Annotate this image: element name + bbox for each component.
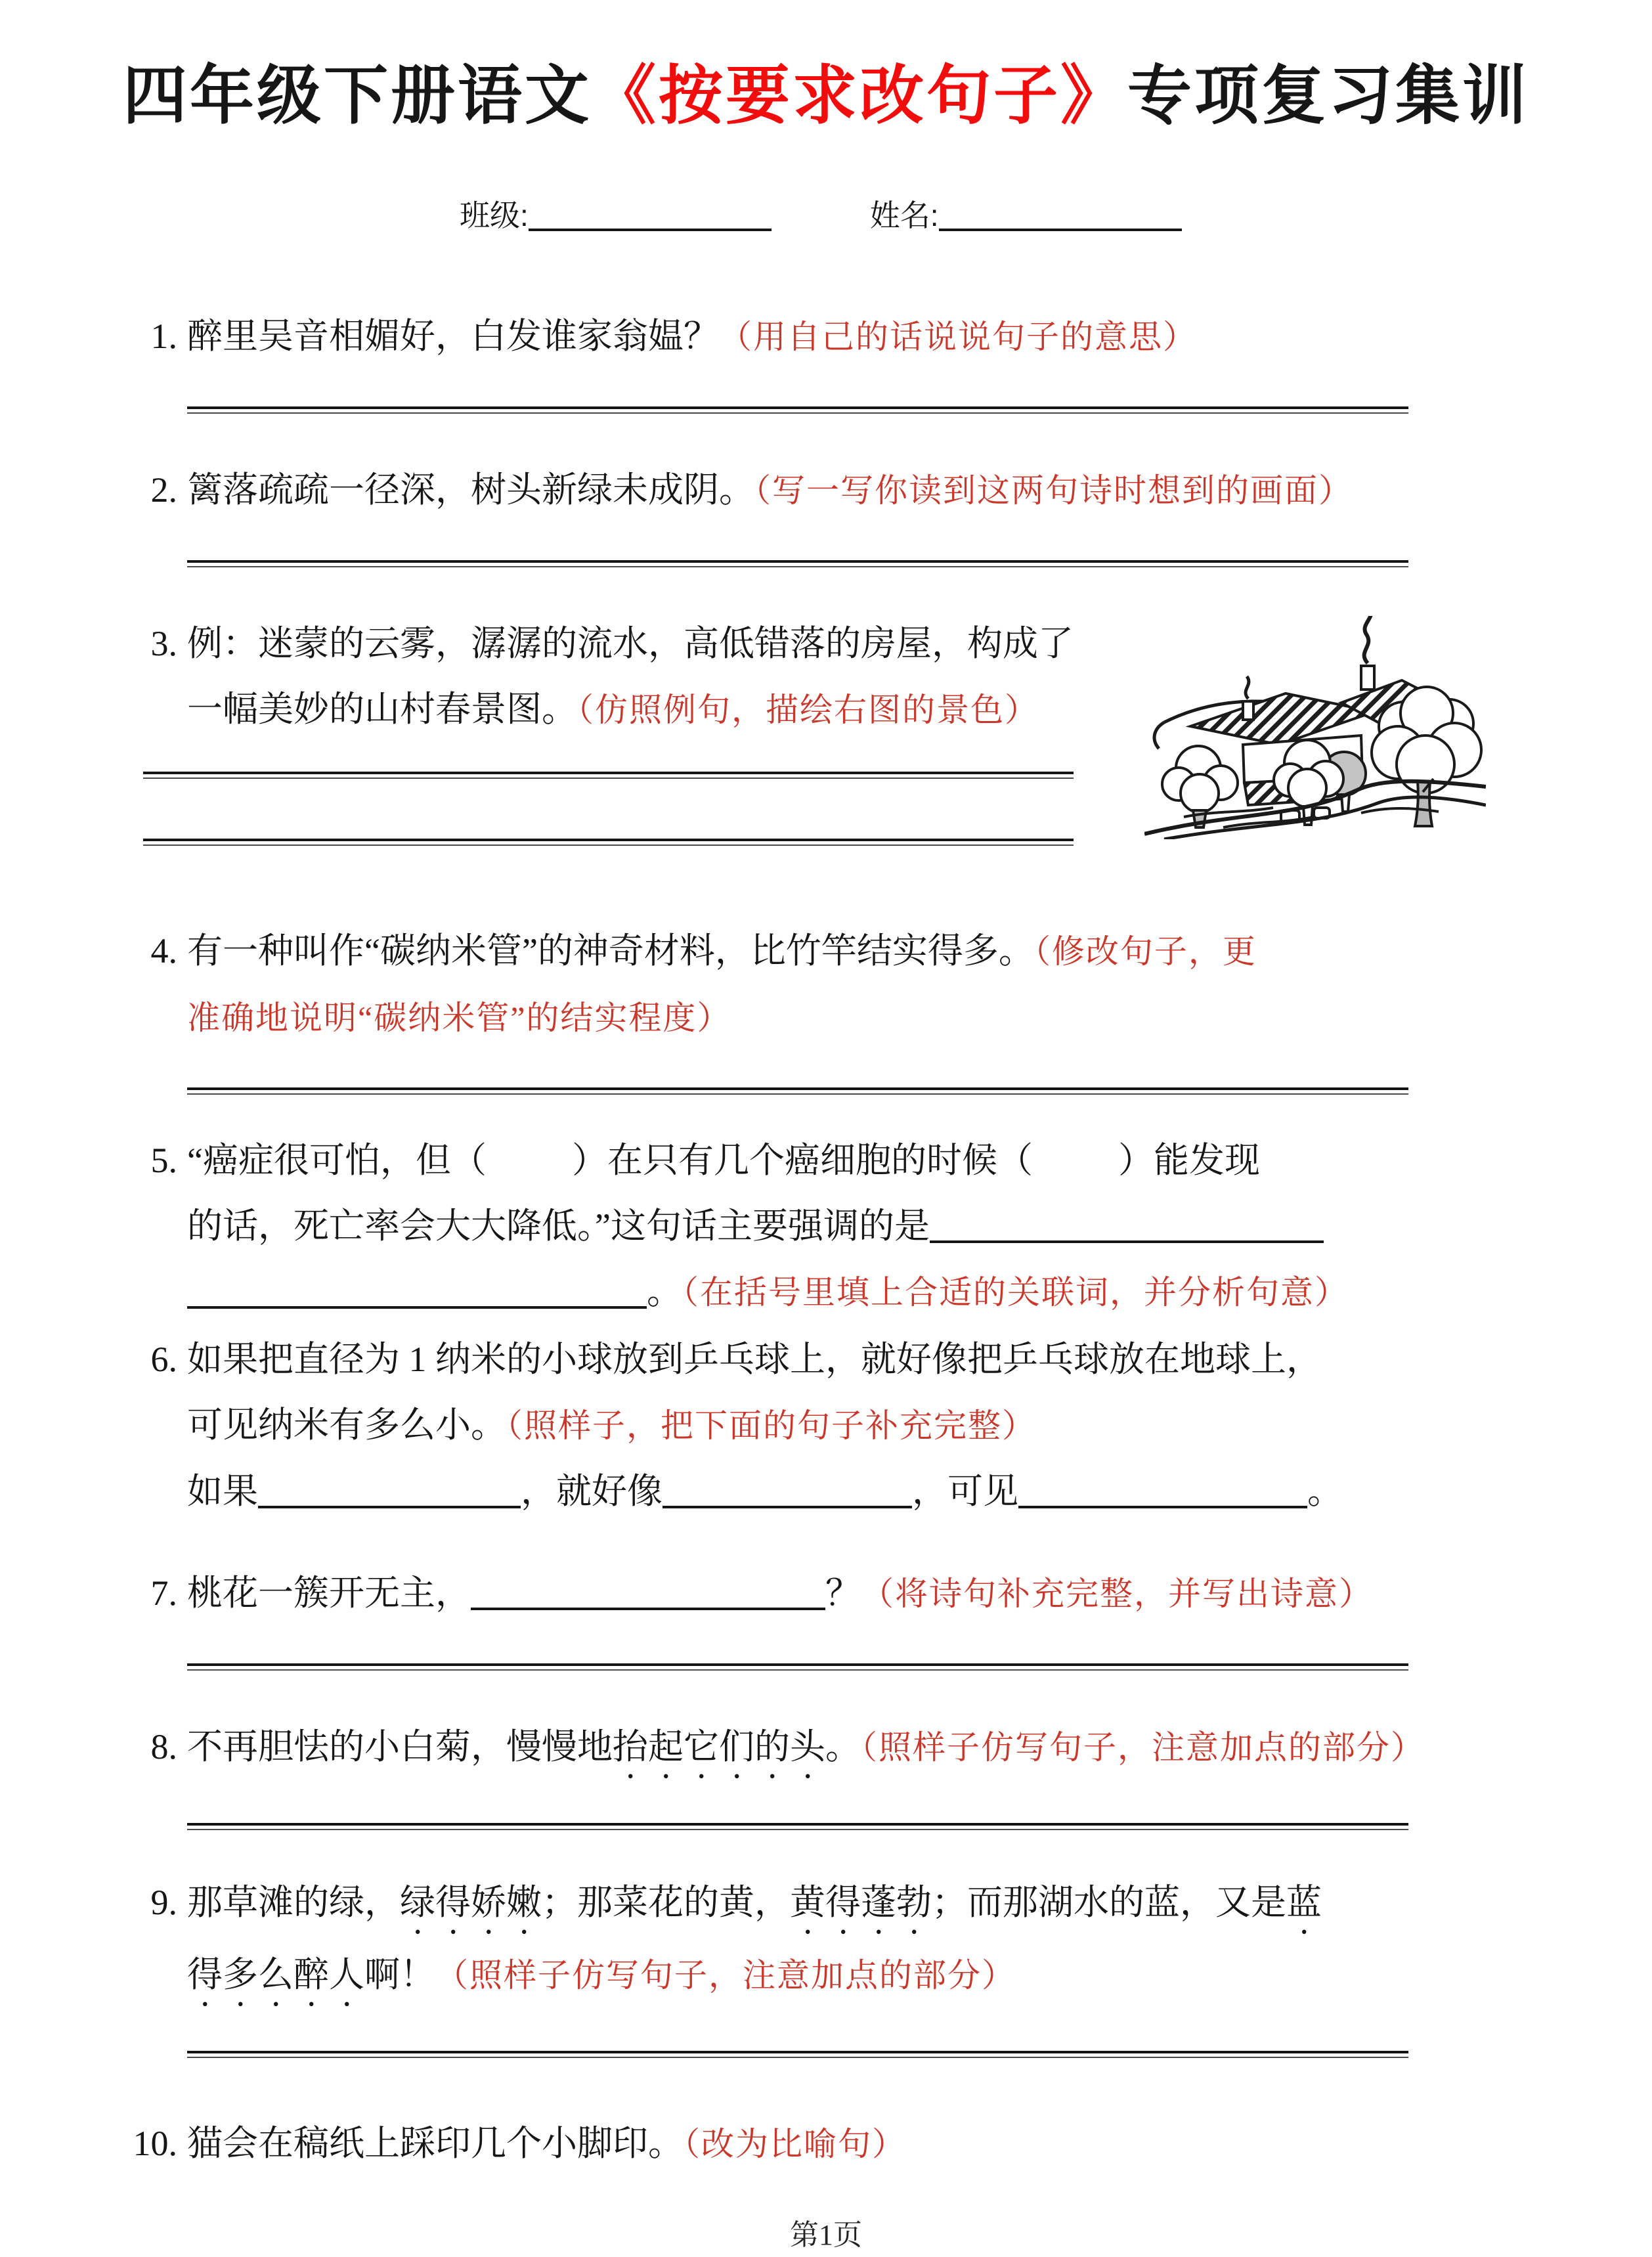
question-line [187, 918, 1408, 984]
instruction-text: （改为比喻句） [684, 2126, 906, 2162]
question-text: ，就好像 [521, 1472, 663, 1511]
answer-line [143, 772, 1074, 779]
question-line [187, 1128, 1408, 1193]
instruction-text: （照样子，把下面的句子补充完整） [506, 1407, 1036, 1444]
question-text: 一幅美妙的山村春景图。 [187, 690, 577, 729]
question-text: 不再胆怯的小白菊，慢慢地 [187, 1727, 613, 1766]
question-text: 有一种叫作“碳纳米管”的神奇材料，比竹竿结实得多。 [187, 931, 1034, 971]
question-line [187, 1942, 1408, 2014]
instruction-text: （用自己的话说说句子的意思） [719, 318, 1197, 355]
question-number: 3. [150, 624, 177, 663]
question-4 [59, 918, 1408, 1095]
question-6 [59, 1326, 1408, 1524]
question-line [187, 457, 1408, 523]
student-info-row [460, 197, 1652, 234]
instruction-text: （仿照例句，描绘右图的景色） [577, 691, 1039, 728]
question-text: ）能发现 [1118, 1141, 1260, 1180]
question-number: 4. [150, 931, 177, 971]
question-10 [59, 2111, 1408, 2177]
question-line [187, 1560, 1408, 1627]
question-8 [59, 1714, 1425, 1830]
question-text: 黄得蓬勃 [790, 1883, 932, 1922]
question-5 [59, 1128, 1408, 1325]
question-1 [59, 303, 1408, 414]
question-text: 例：迷蒙的云雾，潺潺的流水，高低错落的房屋，构成了 [187, 624, 1074, 663]
answer-line [187, 1087, 1408, 1095]
question-text: 猫会在稿纸上踩印几个小脚印。 [187, 2124, 684, 2163]
question-number: 6. [150, 1340, 177, 1379]
question-line [187, 984, 1408, 1051]
fill-in-blank [258, 1474, 521, 1508]
answer-line [187, 560, 1408, 567]
instruction-text: （在括号里填上合适的关联词，并分析句意） [682, 1274, 1349, 1311]
question-text: 的话，死亡率会大大降低。”这句话主要强调的是 [187, 1206, 930, 1246]
title-highlight: 《按要求改句子》 [591, 59, 1127, 131]
question-number: 1. [150, 317, 177, 356]
question-text: 桃花一簇开无主， [187, 1573, 471, 1613]
question-number: 7. [150, 1573, 177, 1613]
question-number: 9. [150, 1883, 177, 1922]
answer-line [187, 1663, 1408, 1671]
question-text: 蓝 [1286, 1883, 1322, 1922]
answer-line [187, 406, 1408, 414]
question-9 [59, 1870, 1408, 2058]
title-left: 四年级下册语文 [122, 59, 592, 131]
question-text: ；而那湖水的蓝，又是 [932, 1883, 1286, 1922]
question-text: 那草滩的绿， [187, 1883, 400, 1922]
village-illustration [1144, 616, 1486, 839]
name-blank [939, 198, 1182, 231]
instruction-text: （修改句子，更 [1033, 933, 1257, 970]
question-text: 可见纳米有多么小。 [187, 1405, 506, 1445]
question-number: 8. [150, 1727, 177, 1766]
question-text: ）在只有几个癌细胞的时候（ [571, 1141, 1033, 1180]
fill-in-blank [471, 1576, 825, 1610]
question-line [187, 1326, 1408, 1392]
fill-in-blank [663, 1474, 912, 1508]
question-text: 啊！ [364, 1955, 435, 1994]
answer-line [187, 1823, 1408, 1830]
question-line [187, 1392, 1408, 1458]
question-text: 。 [825, 1727, 861, 1766]
question-text: 。 [1307, 1472, 1343, 1511]
instruction-text: （写一写你读到这两句诗时想到的画面） [754, 472, 1353, 509]
question-text: 如果把直径为 1 纳米的小球放到乒乓球上，就好像把乒乓球放在地球上， [187, 1340, 1322, 1379]
instruction-text: （将诗句补充完整，并写出诗意） [861, 1575, 1373, 1612]
question-2 [59, 457, 1408, 567]
question-text: 绿得娇嫩 [400, 1883, 542, 1922]
fill-in-blank [1018, 1474, 1307, 1508]
question-line [187, 1259, 1408, 1325]
class-blank [529, 198, 772, 231]
question-line [187, 1870, 1408, 1942]
question-line [187, 2111, 1408, 2177]
question-7 [59, 1560, 1408, 1671]
question-line [187, 303, 1408, 370]
answer-line [143, 839, 1074, 846]
answer-line [187, 2051, 1408, 2058]
question-line [187, 1714, 1425, 1786]
question-number: 5. [150, 1141, 177, 1180]
question-text: 抬起它们的头 [613, 1727, 825, 1766]
instruction-text: （照样子仿写句子，注意加点的部分） [861, 1729, 1425, 1766]
question-text: ？ [825, 1573, 861, 1613]
fill-in-blank [187, 1275, 647, 1309]
question-text: 篱落疏疏一径深，树头新绿未成阴。 [187, 470, 754, 510]
name-label: 姓名: [869, 198, 939, 232]
instruction-text: （照样子仿写句子，注意加点的部分） [435, 1957, 1016, 1994]
fill-in-blank [930, 1209, 1324, 1243]
question-text: 得多么醉人 [187, 1955, 364, 1994]
question-text: ；那菜花的黄， [542, 1883, 790, 1922]
instruction-text: 准确地说明“碳纳米管”的结实程度） [187, 999, 731, 1036]
question-text: 醉里吴音相媚好，白发谁家翁媪？ [187, 317, 719, 356]
question-text: ，可见 [912, 1472, 1018, 1511]
question-text: 。 [647, 1272, 682, 1311]
question-3 [59, 611, 1408, 846]
questions [0, 303, 1652, 2177]
question-line [187, 1458, 1408, 1524]
title-right: 专项复习集训 [1127, 59, 1530, 131]
question-number: 10. [133, 2124, 177, 2163]
question-line [187, 1193, 1408, 1259]
page-number: 第1页 [790, 2219, 862, 2251]
class-label: 班级: [460, 198, 529, 232]
question-number: 2. [150, 470, 177, 510]
page-title [0, 0, 1652, 134]
question-text: 如果 [187, 1472, 258, 1511]
question-text: “癌症很可怕，但（ [187, 1141, 487, 1180]
